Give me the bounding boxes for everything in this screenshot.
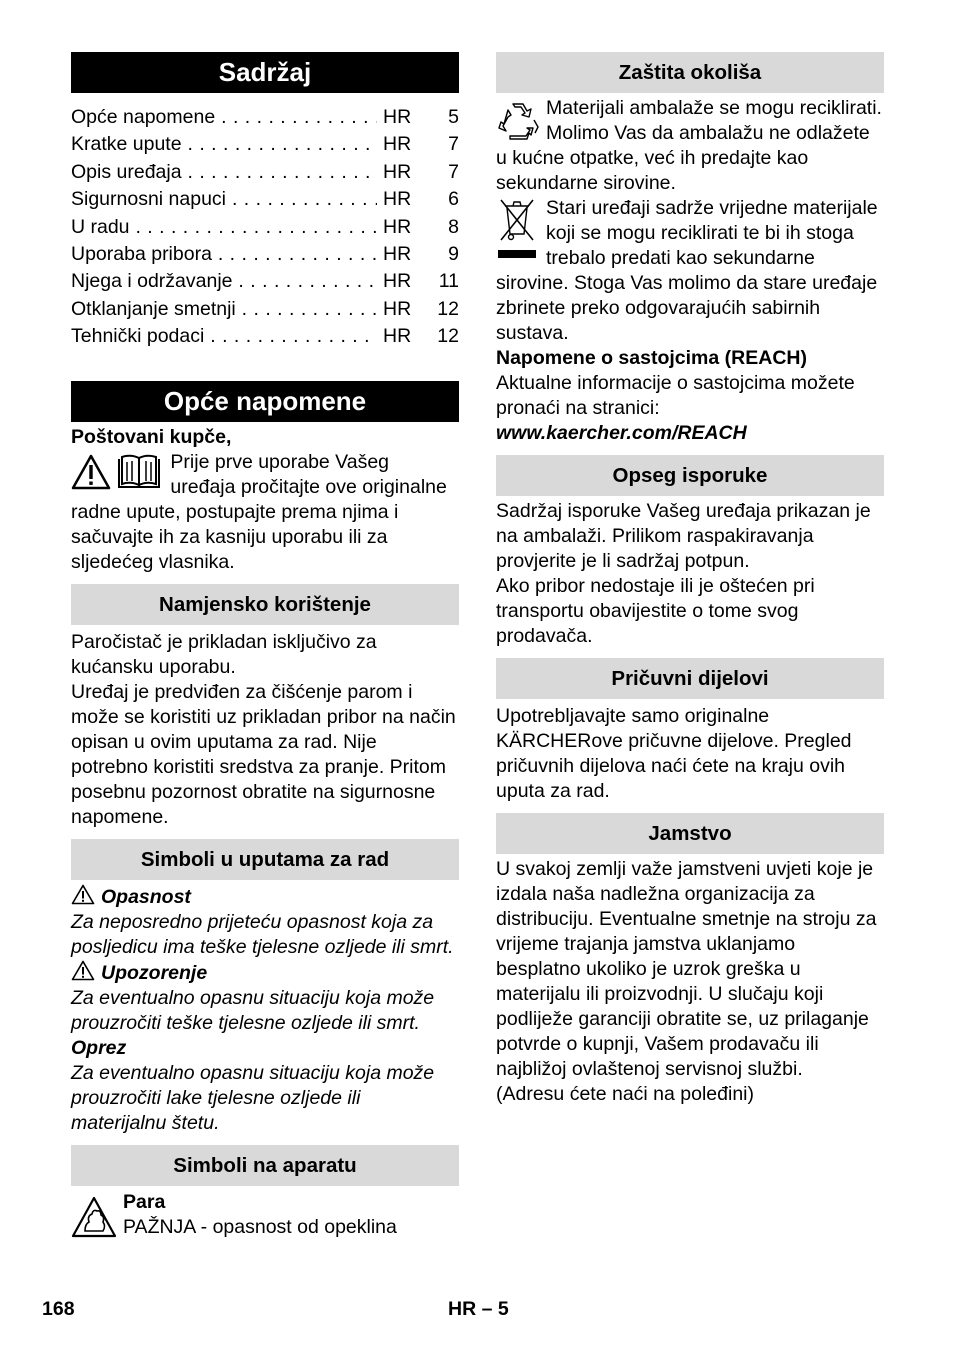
toc-lang: HR: [383, 160, 412, 183]
toc-row[interactable]: [71, 186, 459, 213]
toc-row[interactable]: [71, 268, 459, 295]
toc-title: Otklanjanje smetnji . . .: [71, 296, 377, 323]
warranty-p1: U svakoj zemlji važe jamstveni uvjeti koje je izdala naša nadležna organizacija za distribuciju. Eventualne smetnje na stroju za vrijeme trajanja jamstva uklanjamo besplatno ukoliko je uzrok greška u materijalu ili proizvodnji. U slučaju koji podliježe garanciji obratite se, uz prilaganje potvrde o kupnji, Vašem prodavaču ili najbližoj ovlaštenoj servisnoj službi.: [496, 858, 877, 1080]
delivery-p1: Sadržaj isporuke Vašeg uređaja prikazan je na ambalaži. Prilikom raspakiravanja provjerite je li sadržaj potpun.: [496, 500, 871, 572]
toc-lang: HR: [383, 188, 412, 211]
toc-row[interactable]: [71, 214, 459, 241]
delivery-heading: Opseg isporuke: [496, 455, 884, 496]
steam-symbol-block: [71, 1190, 459, 1240]
intended-use-p1: Paročistač je prikladan isključivo za kućansku uporabu.: [71, 630, 377, 678]
weee-block: [496, 196, 884, 346]
crossed-bin-icon: [496, 196, 538, 260]
toc-row[interactable]: [71, 104, 459, 131]
toc-page: 12: [437, 325, 459, 348]
intended-use-p2: Uređaj je predviđen za čišćenje parom i može se koristiti uz prikladan pribor na način opisan u ovim uputama za rad. Nije potrebno koristiti sredstva za pranje. Pritom posebnu pozornost obratite na sigurnosne napomene.: [71, 680, 456, 828]
toc-row[interactable]: [71, 131, 459, 158]
intro-text: Prije prve uporabe Vašeg uređaja pročitajte ove originalne radne upute, postupajte prema njima i sačuvajte ih za kasniju uporabu ili za sljedećeg vlasnika.: [71, 450, 447, 573]
reach-text: Aktualne informacije o sastojcima možete pronaći na stranici:: [496, 372, 855, 419]
toc-page: 5: [448, 106, 459, 128]
steam-text: PAŽNJA - opasnost od opeklina: [123, 1215, 397, 1238]
toc-lang: HR: [383, 215, 412, 238]
toc-lang: HR: [383, 270, 412, 293]
warning-manual-icons: [71, 454, 162, 490]
warranty-p2: (Adresu ćete naći na poleđini): [496, 1083, 754, 1105]
weee-text: Stari uređaji sadrže vrijedne materijale koji se mogu reciklirati te bi ih stoga trebalo predati kao sekundarne sirovine. Stoga Vas molimo da stare uređaje zbrinete preko odgovarajućih sabirnih sustava.: [496, 197, 878, 344]
toc-page: 7: [448, 133, 459, 156]
recycling-block: [496, 96, 884, 196]
hot-steam-warning-icon: [71, 1196, 117, 1238]
delivery-p2: Ako pribor nedostaje ili je oštećen pri transportu obavijestite o tome svog prodavača.: [496, 575, 815, 647]
reach-link[interactable]: www.kaercher.com/REACH: [496, 422, 747, 444]
reach-heading: Napomene o sastojcima (REACH): [496, 347, 807, 369]
left-column: [71, 52, 459, 1240]
toc-page: 6: [448, 188, 459, 211]
toc-lang: HR: [383, 133, 412, 156]
warning-triangle-icon: [71, 884, 95, 905]
danger-label-row: [71, 884, 459, 910]
toc-row[interactable]: [71, 323, 459, 350]
environment-heading: Zaštita okoliša: [496, 52, 884, 93]
toc-lang: HR: [383, 106, 412, 128]
book-manual-icon: [116, 454, 162, 490]
warning-label: Upozorenje: [101, 961, 208, 984]
right-column: [496, 52, 884, 1107]
toc-heading: Sadržaj: [71, 52, 459, 93]
toc-title: Njega i održavanje . . .: [71, 268, 377, 295]
toc-row[interactable]: [71, 159, 459, 186]
recycling-icon: [496, 100, 540, 142]
toc-lang: HR: [383, 297, 412, 320]
toc-title: Kratke upute . . .: [71, 131, 377, 158]
toc-page: 11: [438, 270, 459, 293]
greeting: Poštovani kupče,: [71, 425, 232, 448]
toc-row[interactable]: [71, 296, 459, 323]
toc-lang: HR: [383, 242, 412, 265]
steam-label: Para: [123, 1190, 166, 1213]
toc-title: Sigurnosni napuci . . .: [71, 186, 377, 213]
warranty-heading: Jamstvo: [496, 813, 884, 854]
intro-block: [71, 450, 459, 575]
intended-use-heading: Namjensko korištenje: [71, 584, 459, 625]
symbols-device-heading: Simboli na aparatu: [71, 1145, 459, 1186]
section-label: HR – 5: [448, 1298, 509, 1320]
toc-title: Tehnički podaci . . .: [71, 323, 377, 350]
danger-text: Za neposredno prijeteću opasnost koja za posljedicu ima teške tjelesne ozljede ili smrt.: [71, 910, 454, 958]
recycling-text: Materijali ambalaže se mogu reciklirati. Molimo Vas da ambalažu ne odlažete u kućne otpatke, već ih predajte kao sekundarne sirovine.: [496, 97, 882, 194]
steam-text-block: [123, 1190, 397, 1240]
caution-label: Oprez: [71, 1036, 127, 1059]
spare-parts-p1: Upotrebljavajte samo originalne KÄRCHERove pričuvne dijelove. Pregled pričuvnih dijelova naći ćete na kraju ovih uputa za rad.: [496, 705, 852, 802]
warning-triangle-icon: [71, 454, 111, 490]
toc-title: Opće napomene . . .: [71, 104, 377, 131]
toc-page: 9: [448, 242, 459, 265]
page-number: 168: [42, 1298, 75, 1320]
general-heading: Opće napomene: [71, 381, 459, 422]
toc-page: 8: [448, 215, 459, 238]
toc-page: 7: [448, 160, 459, 183]
warning-label-row: [71, 960, 459, 986]
caution-text: Za eventualno opasnu situaciju koja može prouzročiti lake tjelesne ozljede ili materijalnu štetu.: [71, 1061, 435, 1134]
table-of-contents: [71, 104, 459, 351]
warning-triangle-icon: [71, 960, 95, 981]
toc-lang: HR: [383, 325, 412, 348]
symbols-manual-heading: Simboli u uputama za rad: [71, 839, 459, 880]
toc-page: 12: [437, 297, 459, 320]
toc-row[interactable]: [71, 241, 459, 268]
warning-text: Za eventualno opasnu situaciju koja može prouzročiti teške tjelesne ozljede ili smrt.: [71, 986, 435, 1034]
toc-title: U radu . . .: [71, 214, 377, 241]
toc-title: Uporaba pribora . . .: [71, 241, 377, 268]
toc-title: Opis uređaja . . .: [71, 159, 377, 186]
danger-label: Opasnost: [101, 885, 191, 908]
spare-parts-heading: Pričuvni dijelovi: [496, 658, 884, 699]
